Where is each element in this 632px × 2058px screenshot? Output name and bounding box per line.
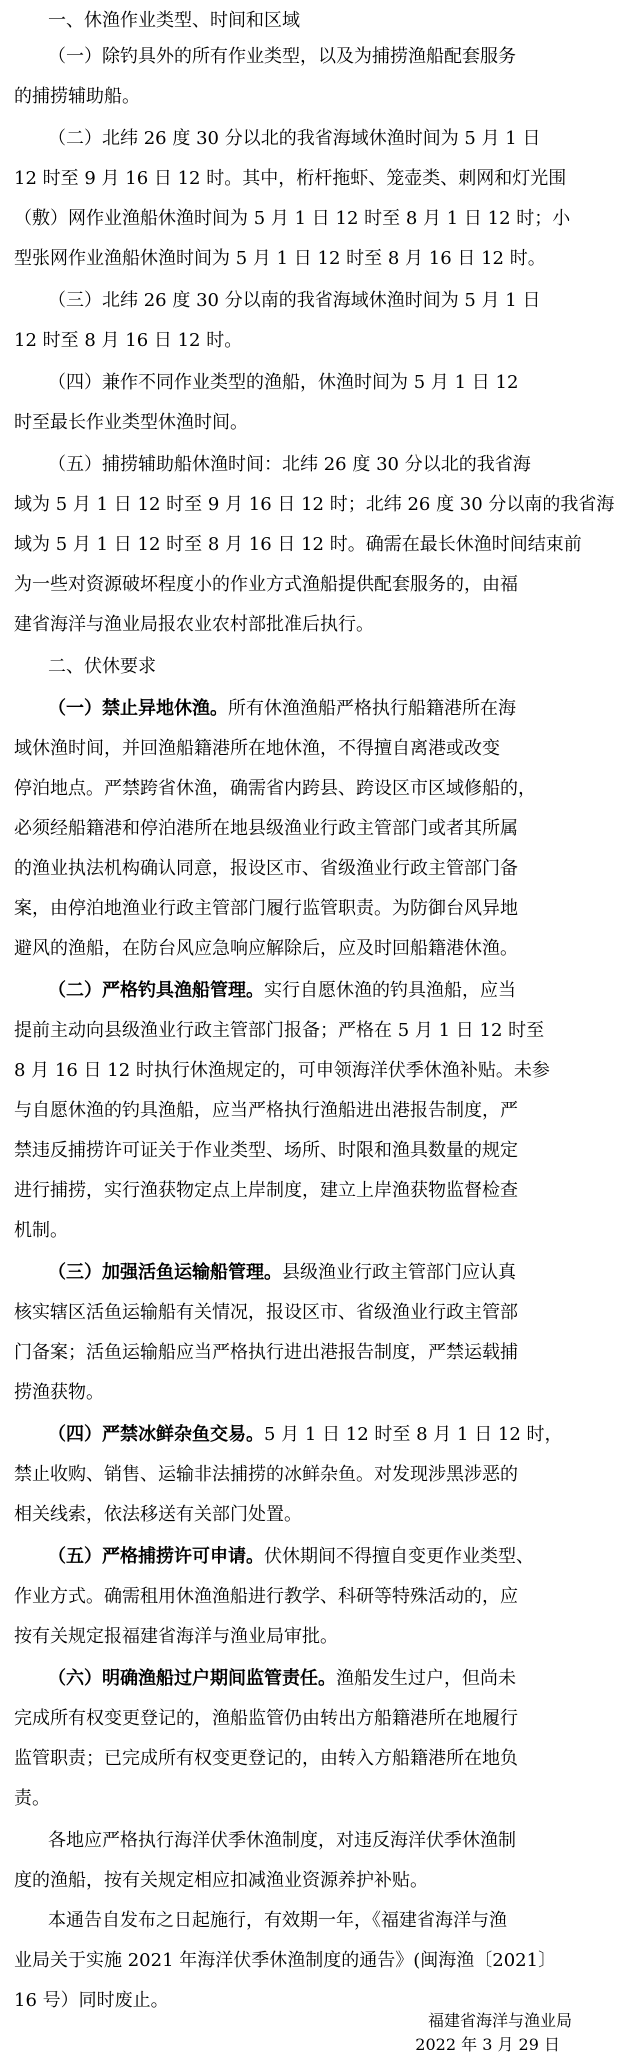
- text-line: 进行捕捞，实行渔获物定点上岸制度，建立上岸渔获物监督检查: [14, 1180, 518, 1201]
- text-line: （一）除钓具外的所有作业类型，以及为捕捞渔船配套服务: [48, 46, 516, 67]
- text-line: 域为 5 月 1 日 12 时至 9 月 16 日 12 时；北纬 26 度 30 分以南的我省海: [14, 494, 615, 515]
- issue-date: 2022 年 3 月 29 日: [415, 2035, 560, 2054]
- item-title: （六）明确渔船过户期间监管责任。: [48, 1668, 336, 1689]
- text-line: 12 时至 9 月 16 日 12 时。其中，桁杆拖虾、笼壶类、刺网和灯光围: [14, 168, 567, 189]
- paragraph-first-line: [48, 694, 516, 724]
- text-line: 本通告自发布之日起施行，有效期一年，《福建省海洋与渔: [48, 1910, 507, 1931]
- text-line: （四）兼作不同作业类型的渔船，休渔时间为 5 月 1 日 12: [48, 372, 519, 393]
- item-title: （四）严禁冰鲜杂鱼交易。: [48, 1424, 264, 1445]
- text-line: 门备案；活鱼运输船应当严格执行进出港报告制度，严禁运载捕: [14, 1342, 518, 1363]
- text-line: 域为 5 月 1 日 12 时至 8 月 16 日 12 时。确需在最长休渔时间结束前: [14, 534, 582, 555]
- item-text: 所有休渔渔船严格执行船籍港所在海: [228, 698, 516, 719]
- text-line: 停泊地点。严禁跨省休渔，确需省内跨县、跨设区市区域修船的，: [14, 778, 536, 799]
- item-title: （三）加强活鱼运输船管理。: [48, 1262, 282, 1283]
- text-line: （三）北纬 26 度 30 分以南的我省海域休渔时间为 5 月 1 日: [48, 290, 541, 311]
- text-line: 按有关规定报福建省海洋与渔业局审批。: [14, 1626, 338, 1647]
- text-line: 机制。: [14, 1220, 68, 1241]
- text-line: （敷）网作业渔船休渔时间为 5 月 1 日 12 时至 8 月 1 日 12 时；小: [14, 208, 571, 229]
- text-line: 监管职责；已完成所有权变更登记的，由转入方船籍港所在地负: [14, 1748, 518, 1769]
- item-title: （二）严格钓具渔船管理。: [48, 980, 264, 1001]
- text-line: 域休渔时间，并回渔船籍港所在地休渔，不得擅自离港或改变: [14, 738, 500, 759]
- text-line: 与自愿休渔的钓具渔船，应当严格执行渔船进出港报告制度，严: [14, 1100, 518, 1121]
- text-line: （二）北纬 26 度 30 分以北的我省海域休渔时间为 5 月 1 日: [48, 128, 541, 149]
- paragraph-first-line: [48, 976, 516, 1006]
- item-text: 县级渔业行政主管部门应认真: [282, 1262, 516, 1283]
- paragraph-first-line: [48, 1258, 516, 1288]
- text-line: 型张网作业渔船休渔时间为 5 月 1 日 12 时至 8 月 16 日 12 时。: [14, 248, 546, 269]
- text-line: 8 月 16 日 12 时执行休渔规定的，可申领海洋伏季休渔补贴。未参: [14, 1060, 550, 1081]
- text-line: 禁违反捕捞许可证关于作业类型、场所、时限和渔具数量的规定: [14, 1140, 518, 1161]
- text-line: 作业方式。确需租用休渔渔船进行教学、科研等特殊活动的，应: [14, 1586, 518, 1607]
- item-text: 伏休期间不得擅自变更作业类型、: [264, 1546, 534, 1567]
- text-line: 捞渔获物。: [14, 1382, 104, 1403]
- text-line: 的渔业执法机构确认同意，报设区市、省级渔业行政主管部门备: [14, 858, 518, 879]
- text-line: 避风的渔船，在防台风应急响应解除后，应及时回船籍港休渔。: [14, 938, 518, 959]
- text-line: 相关线索，依法移送有关部门处置。: [14, 1504, 302, 1525]
- text-line: 为一些对资源破坏程度小的作业方式渔船提供配套服务的，由福: [14, 574, 518, 595]
- paragraph-first-line: [48, 1542, 534, 1572]
- section-heading: 二、伏休要求: [48, 656, 156, 677]
- text-line: 的捕捞辅助船。: [14, 86, 140, 107]
- text-line: 各地应严格执行海洋伏季休渔制度，对违反海洋伏季休渔制: [48, 1830, 516, 1851]
- text-line: 业局关于实施 2021 年海洋伏季休渔制度的通告》(闽海渔〔2021〕: [14, 1950, 557, 1971]
- text-line: （五）捕捞辅助船休渔时间：北纬 26 度 30 分以北的我省海: [48, 454, 531, 475]
- text-line: 12 时至 8 月 16 日 12 时。: [14, 330, 243, 351]
- paragraph-first-line: [48, 1664, 516, 1694]
- text-line: 案，由停泊地渔业行政主管部门履行监管职责。为防御台风异地: [14, 898, 518, 919]
- text-line: 16 号）同时废止。: [14, 1990, 169, 2011]
- text-line: 必须经船籍港和停泊港所在地县级渔业行政主管部门或者其所属: [14, 818, 518, 839]
- text-line: 建省海洋与渔业局报农业农村部批准后执行。: [14, 614, 374, 635]
- paragraph-first-line: [48, 1420, 563, 1450]
- item-text: 5 月 1 日 12 时至 8 月 1 日 12 时，: [264, 1424, 563, 1445]
- issuer-name: 福建省海洋与渔业局: [427, 2011, 572, 2030]
- item-text: 渔船发生过户，但尚未: [336, 1668, 516, 1689]
- text-line: 时至最长作业类型休渔时间。: [14, 412, 248, 433]
- item-text: 实行自愿休渔的钓具渔船，应当: [264, 980, 516, 1001]
- text-line: 完成所有权变更登记的，渔船监管仍由转出方船籍港所在地履行: [14, 1708, 518, 1729]
- text-line: 责。: [14, 1788, 50, 1809]
- text-line: 核实辖区活鱼运输船有关情况，报设区市、省级渔业行政主管部: [14, 1302, 518, 1323]
- item-title: （一）禁止异地休渔。: [48, 698, 228, 719]
- text-line: 禁止收购、销售、运输非法捕捞的冰鲜杂鱼。对发现涉黑涉恶的: [14, 1464, 518, 1485]
- text-line: 度的渔船，按有关规定相应扣减渔业资源养护补贴。: [14, 1870, 428, 1891]
- section-heading: 一、休渔作业类型、时间和区域: [48, 10, 300, 31]
- item-title: （五）严格捕捞许可申请。: [48, 1546, 264, 1567]
- text-line: 提前主动向县级渔业行政主管部门报备；严格在 5 月 1 日 12 时至: [14, 1020, 545, 1041]
